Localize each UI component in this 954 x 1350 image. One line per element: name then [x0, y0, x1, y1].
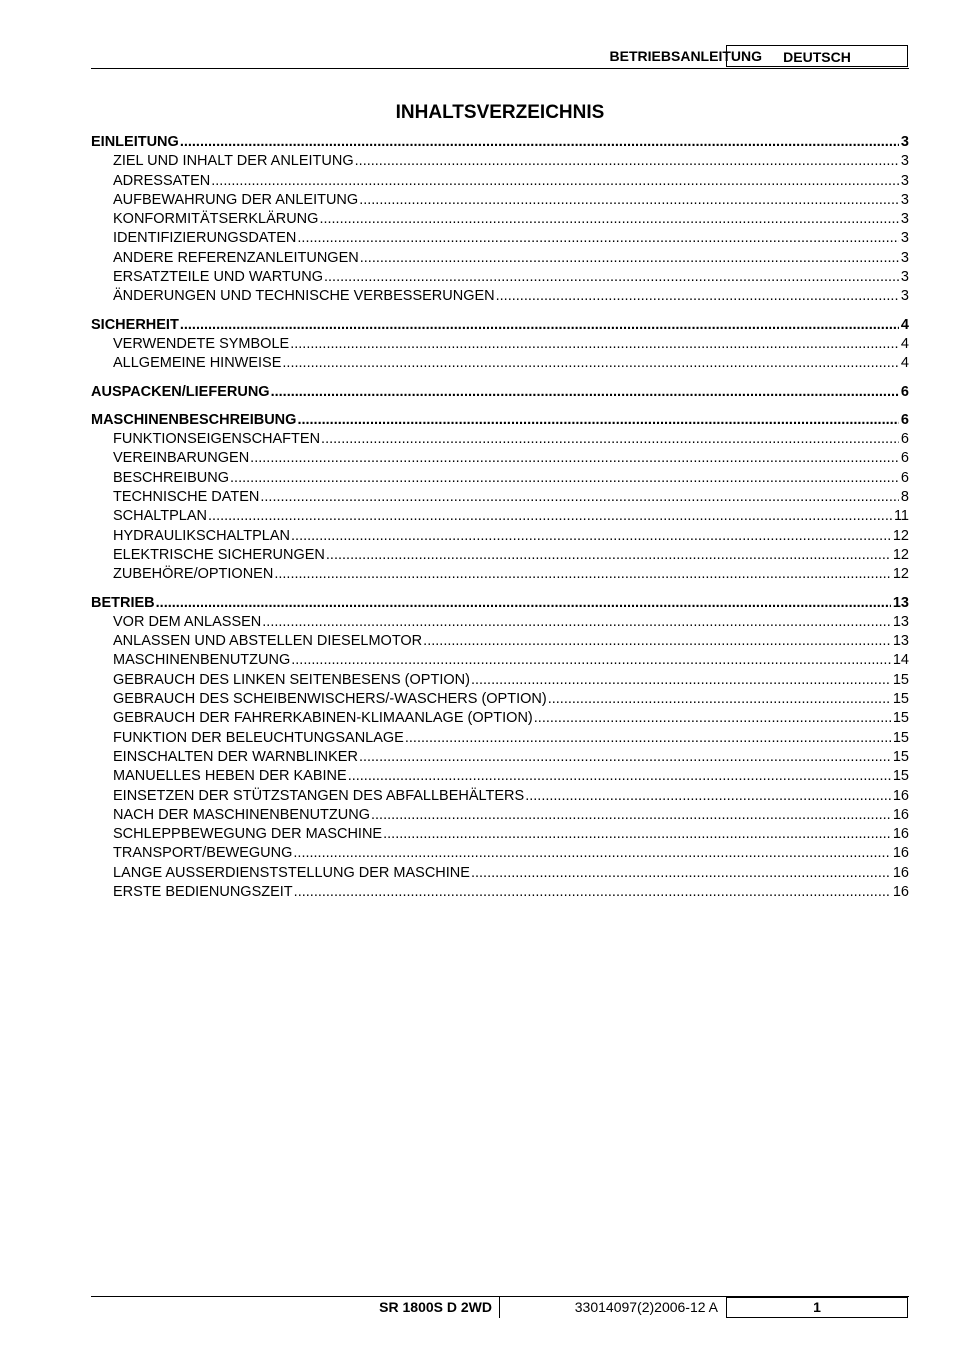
dot-leader [211, 172, 899, 191]
toc-entry-title: MANUELLES HEBEN DER KABINE [113, 768, 347, 785]
toc-entry-title: ERSTE BEDIENUNGSZEIT [113, 883, 293, 900]
toc-entry-title: GEBRAUCH DES LINKEN SEITENBESENS (OPTION) [113, 671, 470, 688]
toc-section [91, 594, 909, 903]
dot-leader [319, 210, 898, 229]
toc-entry-page: 16 [892, 787, 909, 804]
dot-leader [250, 449, 899, 468]
toc-entry[interactable] [91, 210, 909, 229]
toc-section [91, 411, 909, 585]
toc-entry-title: AUFBEWAHRUNG DER ANLEITUNG [113, 191, 359, 208]
toc-entry-title: TRANSPORT/BEWEGUNG [113, 845, 293, 862]
toc-entry-title: IDENTIFIZIERUNGSDATEN [113, 230, 297, 247]
toc-section [91, 316, 909, 374]
dot-leader [348, 767, 891, 786]
dot-leader [290, 335, 899, 354]
toc-entry-page: 16 [892, 845, 909, 862]
toc-chapter-page: 6 [900, 383, 909, 400]
dot-leader [291, 651, 891, 670]
toc-entry[interactable] [91, 651, 909, 670]
toc-entry[interactable] [91, 671, 909, 690]
toc-entry[interactable] [91, 729, 909, 748]
toc-entry-page: 3 [900, 288, 909, 305]
header-rule [91, 68, 909, 69]
toc-entry-page: 6 [900, 469, 909, 486]
toc-entry[interactable] [91, 690, 909, 709]
toc-entry-page: 13 [892, 613, 909, 630]
dot-leader [360, 249, 899, 268]
toc-entry-page: 3 [900, 191, 909, 208]
dot-leader [525, 787, 891, 806]
toc-entry-title: BESCHREIBUNG [113, 469, 230, 486]
toc-entry[interactable] [91, 748, 909, 767]
toc-entry-page: 3 [900, 269, 909, 286]
toc-entry-page: 12 [892, 566, 909, 583]
toc-entry-title: TECHNISCHE DATEN [113, 489, 260, 506]
toc-chapter-title: AUSPACKEN/LIEFERUNG [91, 383, 270, 400]
dot-leader [262, 613, 891, 632]
toc-chapter-page: 3 [900, 134, 909, 150]
toc-entry[interactable] [91, 709, 909, 728]
toc-entry-page: 15 [892, 768, 909, 785]
dot-leader [471, 671, 891, 690]
toc-entry[interactable] [91, 507, 909, 526]
dot-leader [496, 287, 899, 306]
dot-leader [208, 507, 892, 526]
toc-entry-title: ZUBEHÖRE/OPTIONEN [113, 566, 274, 583]
toc-entry[interactable] [91, 613, 909, 632]
language-box: DEUTSCH [726, 45, 908, 67]
toc-entry-title: ANLASSEN UND ABSTELLEN DIESELMOTOR [113, 633, 423, 650]
toc-entry-page: 14 [892, 652, 909, 669]
toc-entry[interactable] [91, 229, 909, 248]
toc-entry[interactable] [91, 883, 909, 902]
toc-entry-title: VEREINBARUNGEN [113, 450, 250, 467]
toc-entry-title: VOR DEM ANLASSEN [113, 613, 262, 630]
toc-entry-page: 3 [900, 249, 909, 266]
toc-entry-page: 8 [900, 489, 909, 506]
toc-entry-title: FUNKTIONSEIGENSCHAFTEN [113, 431, 321, 448]
dot-leader [297, 411, 898, 430]
toc-entry-title: VERWENDETE SYMBOLE [113, 335, 290, 352]
toc-entry-title: GEBRAUCH DER FAHRERKABINEN-KLIMAANLAGE (OPTION) [113, 710, 533, 727]
toc-entry-title: SCHLEPPBEWEGUNG DER MASCHINE [113, 826, 383, 843]
toc-chapter-page: 6 [900, 411, 909, 428]
dot-leader [423, 632, 891, 651]
dot-leader [534, 709, 891, 728]
toc-entry[interactable] [91, 864, 909, 883]
dot-leader [293, 844, 890, 863]
toc-entry-page: 3 [900, 211, 909, 228]
toc-entry-page: 16 [892, 826, 909, 843]
toc-entry-title: LANGE AUSSERDIENSTSTELLUNG DER MASCHINE [113, 864, 470, 881]
toc-entry-page: 6 [900, 450, 909, 467]
toc-entry-page: 15 [892, 691, 909, 708]
toc-entry[interactable] [91, 152, 909, 171]
toc-entry[interactable] [91, 488, 909, 507]
toc-entry-page: 4 [900, 335, 909, 352]
toc-entry[interactable] [91, 787, 909, 806]
toc-entry[interactable] [91, 527, 909, 546]
toc-entry[interactable] [91, 546, 909, 565]
dot-leader [355, 152, 899, 171]
toc-entry-page: 3 [900, 230, 909, 247]
dot-leader [260, 488, 899, 507]
toc-entry-page: 16 [892, 883, 909, 900]
dot-leader [291, 527, 891, 546]
dot-leader [156, 594, 891, 613]
toc-chapter[interactable] [91, 594, 909, 613]
toc-entry-page: 13 [892, 633, 909, 650]
toc-entry-title: SCHALTPLAN [113, 508, 208, 525]
toc-entry-title: ELEKTRISCHE SICHERUNGEN [113, 546, 325, 563]
toc-entry-page: 16 [892, 864, 909, 881]
dot-leader [359, 191, 899, 210]
toc-entry[interactable] [91, 632, 909, 651]
dot-leader [230, 469, 899, 488]
dot-leader [324, 268, 899, 287]
footer-doc-code: 33014097(2)2006-12 A [574, 1299, 718, 1315]
toc-entry-title: ERSATZTEILE UND WARTUNG [113, 269, 323, 286]
dot-leader [274, 565, 891, 584]
toc-chapter[interactable] [91, 316, 909, 335]
toc-entry-page: 11 [893, 508, 909, 525]
toc-entry[interactable] [91, 844, 909, 863]
toc-section [91, 133, 909, 307]
toc-entry-page: 4 [900, 355, 909, 372]
toc-entry[interactable] [91, 430, 909, 449]
toc-entry[interactable] [91, 249, 909, 268]
dot-leader [294, 883, 891, 902]
dot-leader [359, 748, 891, 767]
toc-entry-page: 12 [892, 527, 909, 544]
toc-entry-page: 15 [892, 729, 909, 746]
toc-entry-page: 15 [892, 710, 909, 727]
page-title: INHALTSVERZEICHNIS [395, 102, 605, 123]
toc-entry-title: ALLGEMEINE HINWEISE [113, 355, 282, 372]
dot-leader [548, 690, 891, 709]
toc-entry[interactable] [91, 449, 909, 468]
footer-model: SR 1800S D 2WD [379, 1299, 492, 1315]
toc-entry-page: 15 [892, 671, 909, 688]
table-of-contents [91, 133, 909, 911]
toc-entry-title: MASCHINENBENUTZUNG [113, 652, 291, 669]
dot-leader [180, 316, 899, 335]
toc-entry-title: ANDERE REFERENZANLEITUNGEN [113, 249, 359, 266]
toc-entry-page: 15 [892, 748, 909, 765]
dot-leader [471, 864, 891, 883]
toc-entry[interactable] [91, 191, 909, 210]
dot-leader [371, 806, 891, 825]
toc-chapter-title: BETRIEB [91, 594, 155, 611]
toc-entry-page: 12 [892, 546, 909, 563]
toc-entry[interactable] [91, 767, 909, 786]
toc-entry[interactable] [91, 565, 909, 584]
toc-entry[interactable] [91, 825, 909, 844]
toc-entry[interactable] [91, 287, 909, 306]
toc-entry[interactable] [91, 172, 909, 191]
toc-chapter-title: SICHERHEIT [91, 316, 179, 333]
dot-leader [383, 825, 891, 844]
toc-chapter[interactable] [91, 133, 909, 152]
dot-leader [282, 354, 899, 373]
toc-entry-title: HYDRAULIKSCHALTPLAN [113, 527, 291, 544]
toc-section [91, 383, 909, 402]
dot-leader [326, 546, 891, 565]
toc-chapter-page: 13 [892, 594, 909, 611]
toc-entry-page: 16 [892, 806, 909, 823]
toc-entry-title: ZIEL UND INHALT DER ANLEITUNG [113, 153, 354, 170]
toc-entry-title: ÄNDERUNGEN UND TECHNISCHE VERBESSERUNGEN [113, 288, 495, 305]
toc-entry[interactable] [91, 354, 909, 373]
toc-chapter-page: 4 [900, 316, 909, 333]
footer-page-number: 1 [726, 1297, 908, 1318]
dot-leader [297, 229, 899, 248]
toc-entry-title: EINSCHALTEN DER WARNBLINKER [113, 748, 358, 765]
toc-entry-title: FUNKTION DER BELEUCHTUNGSANLAGE [113, 729, 404, 746]
footer-separator [499, 1297, 500, 1318]
dot-leader [321, 430, 899, 449]
toc-chapter-title: MASCHINENBESCHREIBUNG [91, 411, 297, 428]
toc-chapter[interactable] [91, 411, 909, 430]
dot-leader [271, 383, 899, 402]
toc-entry[interactable] [91, 806, 909, 825]
toc-entry[interactable] [91, 268, 909, 287]
toc-entry-title: ADRESSATEN [113, 172, 211, 189]
toc-chapter[interactable] [91, 383, 909, 402]
dot-leader [180, 133, 899, 152]
manual-label: BETRIEBSANLEITUNG [609, 48, 762, 64]
toc-entry-title: EINSETZEN DER STÜTZSTANGEN DES ABFALLBEHÄLTERS [113, 787, 525, 804]
toc-entry[interactable] [91, 335, 909, 354]
toc-chapter-title: EINLEITUNG [91, 134, 179, 150]
toc-entry-title: GEBRAUCH DES SCHEIBENWISCHERS/-WASCHERS (OPTION) [113, 691, 547, 708]
toc-entry[interactable] [91, 469, 909, 488]
dot-leader [405, 729, 891, 748]
toc-entry-title: NACH DER MASCHINENBENUTZUNG [113, 806, 370, 823]
toc-entry-page: 3 [900, 172, 909, 189]
toc-entry-page: 6 [900, 431, 909, 448]
toc-entry-title: KONFORMITÄTSERKLÄRUNG [113, 211, 319, 228]
toc-entry-page: 3 [900, 153, 909, 170]
